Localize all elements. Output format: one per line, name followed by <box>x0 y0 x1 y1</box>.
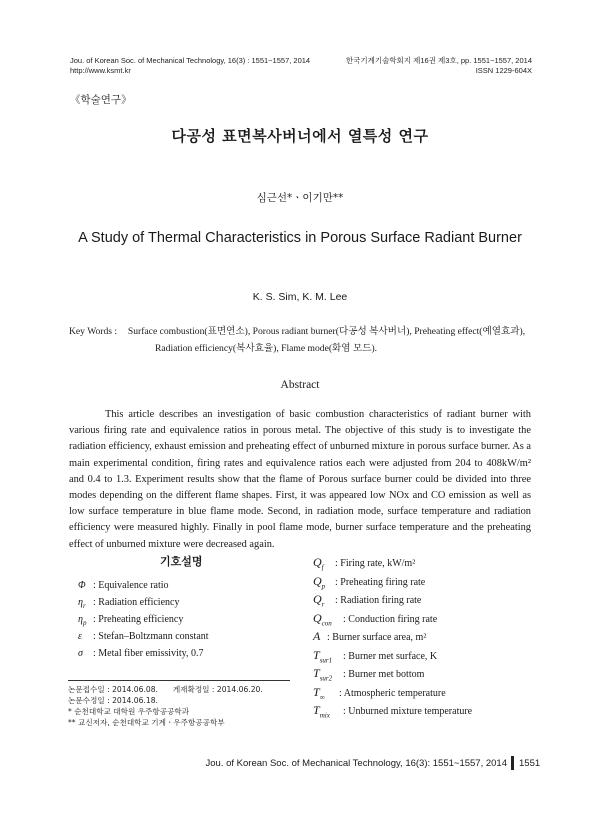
symbol: Q <box>313 610 322 625</box>
symbol-desc: : Burner met surface, K <box>343 650 438 662</box>
journal-citation <box>70 56 310 76</box>
nomenclature-item <box>313 666 472 685</box>
paper-title-korean: 다공성 표면복사버너에서 열특성 연구 <box>171 127 429 145</box>
nomenclature-item <box>313 611 472 630</box>
symbol-subscript: r <box>82 602 86 610</box>
footer-journal: Jou. of Korean Soc. of Mechanical Technology, 16(3): 1551~1557, 2014 <box>205 758 507 769</box>
symbol-desc: : Equivalence ratio <box>93 580 169 591</box>
nomenclature-item <box>78 631 209 648</box>
symbol-desc: : Preheating efficiency <box>93 614 184 625</box>
header-right-line2: ISSN 1229-604X <box>475 66 532 75</box>
footnotes <box>68 684 263 728</box>
nomenclature-left-list <box>78 580 209 665</box>
symbol-desc: : Metal fiber emissivity, 0.7 <box>93 648 204 659</box>
symbol-desc: : Burner surface area, m² <box>327 632 427 643</box>
nomenclature-item <box>78 648 209 665</box>
keywords-line2: Radiation efficiency(복사효율), Flame mode(화염 모드). <box>155 343 378 354</box>
abstract-text: This article describes an investigation of basic combustion characteristics of radiant burner with various firing rate and equivalence ratios in porous metal. The objective of this study is to investigate the radiation efficiency, exhaust emission and preheating effect of unburned mixture in porous surface burner. As a main experimental condition, firing rates and equivalence ratios each were adjusted from 204 to 408kW/m² and 0.4 to 1.3. Experiment results show that the flame of Porous surface burner could be divided into three modes depending on the different flame shapes. First, it was appeared low NOx and CO emission as well as low surface temperature in blue flame mode. Second, in radiation mode, surface temperature and radiation efficiency were measured highly. Finally in pool flame mode, burner surface temperature and the preheating effect of unburned mixture were decreased again. <box>69 409 531 550</box>
symbol: T <box>313 703 320 717</box>
nomenclature-item <box>313 685 472 704</box>
symbol-subscript: f <box>321 563 324 572</box>
header-left-line2: http://www.ksmt.kr <box>70 66 131 75</box>
symbol: T <box>313 647 320 662</box>
authors-korean: 심근선*ㆍ이기만** <box>256 192 344 204</box>
nomenclature-item <box>78 597 209 614</box>
nomenclature-item <box>313 703 472 722</box>
symbol: Q <box>313 592 322 606</box>
symbol-subscript: p <box>82 619 87 627</box>
nomenclature-item <box>313 629 472 648</box>
nomenclature-heading: 기호설명 <box>160 555 203 568</box>
symbol-subscript: con <box>321 618 332 627</box>
footnote-divider <box>68 680 290 681</box>
received-date: 논문접수일 : 2014.06.08. <box>68 685 158 694</box>
symbol-desc: : Unburned mixture temperature <box>343 706 473 717</box>
symbol-desc: : Stefan–Boltzmann constant <box>93 631 209 642</box>
symbol-subscript: ∞ <box>319 692 325 701</box>
affiliation-2: ** 교신저자, 순천대학교 기계ㆍ우주항공공학부 <box>68 718 225 727</box>
symbol: σ <box>78 648 83 659</box>
footer-separator <box>511 756 514 770</box>
authors-english: K. S. Sim, K. M. Lee <box>252 291 348 303</box>
symbol: T <box>313 666 320 680</box>
abstract-heading: Abstract <box>280 379 320 391</box>
nomenclature-right-list <box>313 555 472 722</box>
symbol-desc: : Firing rate, kW/m² <box>335 558 416 569</box>
symbol: η <box>78 614 83 625</box>
affiliation-1: * 순천대학교 대학원 우주항공공학과 <box>68 707 190 716</box>
header-right-line1: 한국기계기술학회지 제16권 제3호, pp. 1551~1557, 2014 <box>345 56 532 65</box>
symbol: T <box>313 684 320 699</box>
symbol-subscript: p <box>321 581 326 590</box>
symbol: ε <box>78 631 82 642</box>
nomenclature-item <box>313 555 472 574</box>
symbol-desc: : Atmospheric temperature <box>339 687 446 699</box>
keywords-label: Key Words : <box>69 326 118 337</box>
accepted-date: 게재확정일 : 2014.06.20. <box>172 685 263 694</box>
symbol: A <box>313 629 321 643</box>
symbol: Q <box>313 573 322 588</box>
paper-title-english: A Study of Thermal Characteristics in Porous Surface Radiant Burner <box>78 230 522 246</box>
symbol-subscript: sur1 <box>319 655 333 664</box>
nomenclature-item <box>313 592 472 611</box>
revised-date: 논문수정일 : 2014.06.18. <box>68 696 158 705</box>
page-number: 1551 <box>519 758 541 769</box>
nomenclature-item <box>78 614 209 631</box>
symbol: Q <box>313 555 322 569</box>
symbol-desc: : Conduction firing rate <box>343 613 438 625</box>
nomenclature-item <box>78 580 209 597</box>
symbol-desc: : Burner met bottom <box>343 669 425 680</box>
symbol-subscript: mix <box>319 711 330 720</box>
symbol: Φ <box>78 580 86 591</box>
keywords-block <box>69 323 539 357</box>
symbol: η <box>78 597 83 608</box>
article-category: 《학술연구》 <box>70 94 132 106</box>
nomenclature-item <box>313 574 472 593</box>
symbol-desc: : Radiation firing rate <box>335 595 422 606</box>
keywords-line1: Surface combustion(표면연소), Porous radiant burner(다공성 복사버너), Preheating effect(예열효과), <box>127 326 526 337</box>
nomenclature-item <box>313 648 472 667</box>
journal-issn <box>346 56 532 76</box>
symbol-subscript: sur2 <box>319 674 333 683</box>
symbol-subscript: r <box>321 600 325 609</box>
symbol-desc: : Preheating firing rate <box>335 576 426 588</box>
header-left-line1: Jou. of Korean Soc. of Mechanical Technology, 16(3) : 1551~1557, 2014 <box>70 56 311 65</box>
symbol-desc: : Radiation efficiency <box>93 597 180 608</box>
